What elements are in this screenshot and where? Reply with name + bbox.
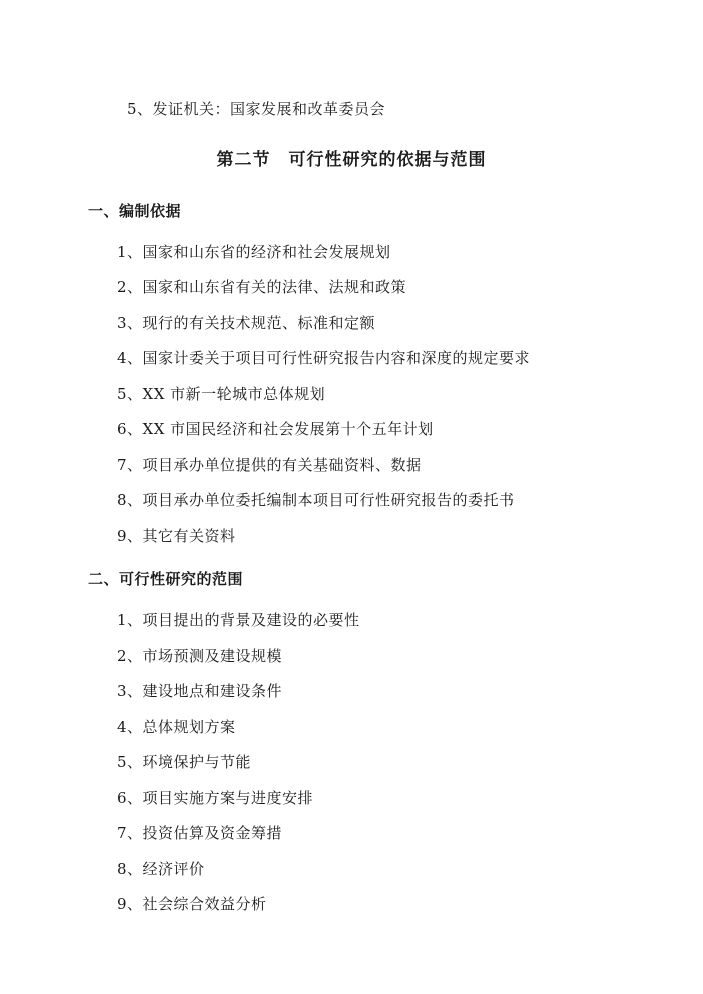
section-title: 第二节 可行性研究的依据与范围 <box>216 150 487 170</box>
list-item: 8、项目承办单位委托编制本项目可行性研究报告的委托书 <box>117 491 515 509</box>
heading-basis: 一、编制依据 <box>88 202 182 220</box>
list-item: 1、项目提出的背景及建设的必要性 <box>117 611 360 629</box>
list-item: 3、现行的有关技术规范、标准和定额 <box>117 314 376 332</box>
list-item: 4、国家计委关于项目可行性研究报告内容和深度的规定要求 <box>117 349 531 367</box>
certificate-issuer-line: 5、发证机关：国家发展和改革委员会 <box>127 100 386 118</box>
list-item: 7、投资估算及资金筹措 <box>117 824 283 842</box>
list-item: 5、环境保护与节能 <box>117 753 252 771</box>
list-item: 9、其它有关资料 <box>117 527 236 545</box>
list-item: 2、国家和山东省有关的法律、法规和政策 <box>117 278 407 296</box>
list-item: 3、建设地点和建设条件 <box>117 682 283 700</box>
list-item: 8、经济评价 <box>117 860 205 878</box>
heading-scope: 二、可行性研究的范围 <box>88 570 244 588</box>
list-item: 7、项目承办单位提供的有关基础资料、数据 <box>117 456 422 474</box>
list-item: 4、总体规划方案 <box>117 718 236 736</box>
list-item: 1、国家和山东省的经济和社会发展规划 <box>117 243 391 261</box>
list-item: 5、XX 市新一轮城市总体规划 <box>117 385 326 403</box>
list-item: 2、市场预测及建设规模 <box>117 647 283 665</box>
list-item: 6、项目实施方案与进度安排 <box>117 789 314 807</box>
list-item: 6、XX 市国民经济和社会发展第十个五年计划 <box>117 420 434 438</box>
list-item: 9、社会综合效益分析 <box>117 895 267 913</box>
